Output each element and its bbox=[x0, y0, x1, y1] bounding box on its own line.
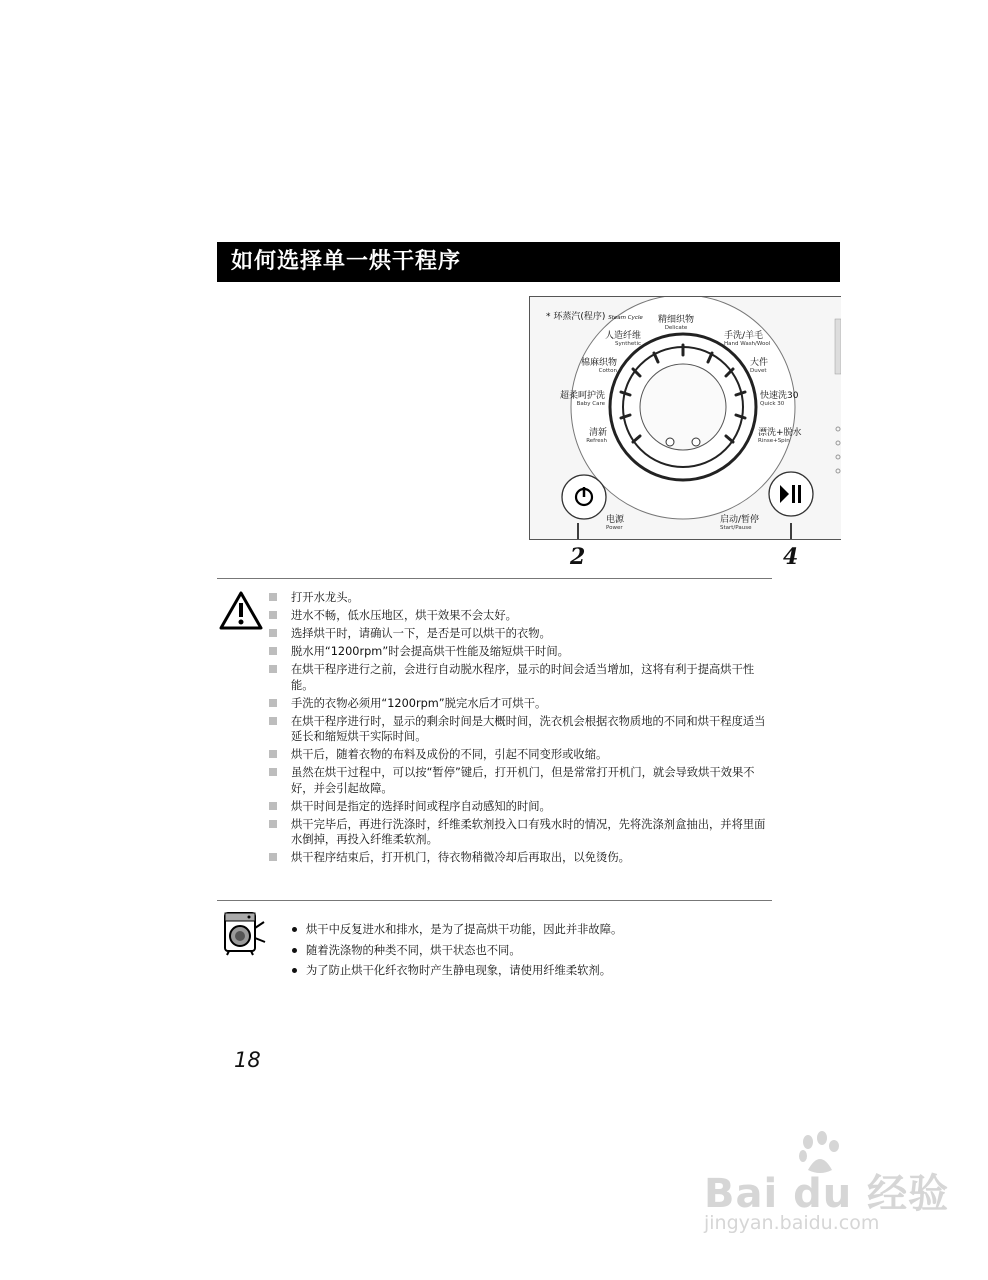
caution-item bbox=[269, 608, 774, 624]
program-duvet[interactable]: 大件 Duvet bbox=[750, 358, 769, 374]
power-button-label: 电源 Power bbox=[606, 515, 625, 531]
bullet-square-icon bbox=[269, 750, 277, 758]
caution-list bbox=[269, 590, 774, 868]
caution-item bbox=[269, 626, 774, 642]
caution-item bbox=[269, 850, 774, 866]
caution-item bbox=[269, 714, 774, 745]
section-title-bar bbox=[217, 242, 840, 282]
bullet-square-icon bbox=[269, 647, 277, 655]
caution-item bbox=[269, 817, 774, 848]
steam-cycle-label: * 环蒸汽(程序) Steam Cycle bbox=[546, 312, 643, 322]
bullet-square-icon bbox=[269, 593, 277, 601]
program-baby-care[interactable]: 超柔呵护洗 Baby Care bbox=[559, 391, 605, 407]
caution-text: 打开水龙头。 bbox=[291, 591, 359, 604]
control-panel-illustration bbox=[529, 296, 841, 540]
caution-item bbox=[269, 765, 774, 796]
bullet-dot-icon bbox=[292, 968, 297, 973]
program-synthetic[interactable]: 人造纤维 Synthetic bbox=[604, 331, 641, 347]
caution-bottom-divider bbox=[217, 900, 772, 901]
caution-item bbox=[269, 662, 774, 693]
caution-text: 选择烘干时，请确认一下，是否是可以烘干的衣物。 bbox=[291, 627, 551, 640]
bullet-square-icon bbox=[269, 665, 277, 673]
caution-text: 烘干完毕后，再进行洗涤时，纤维柔软剂投入口有残水时的情况，先将洗涤剂盒抽出，并将里面水倒掉，再投入纤维柔软剂。 bbox=[291, 817, 766, 846]
warning-icon bbox=[219, 591, 263, 631]
washing-machine-mascot-icon bbox=[219, 908, 269, 956]
watermark-logo: Bai du 经验 bbox=[704, 1171, 950, 1217]
program-cotton[interactable]: 棉麻织物 Cotton bbox=[580, 358, 617, 374]
caution-item bbox=[269, 696, 774, 712]
program-hand-wash-wool[interactable]: 手洗/羊毛 Hand Wash/Wool bbox=[724, 331, 771, 347]
caution-text: 烘干程序结束后，打开机门，待衣物稍微冷却后再取出，以免烫伤。 bbox=[291, 851, 630, 864]
tip-item bbox=[290, 943, 740, 959]
program-quick-30[interactable]: 快速洗30 Quick 30 bbox=[760, 391, 799, 407]
tip-text: 烘干中反复进水和排水，是为了提高烘干功能，因此并非故障。 bbox=[306, 923, 623, 936]
caution-text: 在烘干程序进行时，显示的剩余时间是大概时间，洗衣机会根据衣物质地的不同和烘干程度适当延长和缩短烘干实际时间。 bbox=[291, 714, 766, 743]
caution-text: 进水不畅，低水压地区，烘干效果不会太好。 bbox=[291, 609, 517, 622]
caution-text: 虽然在烘干过程中，可以按“暂停”键后，打开机门，但是常常打开机门，就会导致烘干效果不好，并会引起故障。 bbox=[291, 766, 755, 795]
caution-item bbox=[269, 747, 774, 763]
program-delicate[interactable]: 精细织物 Delicate bbox=[658, 315, 695, 331]
bullet-square-icon bbox=[269, 853, 277, 861]
bullet-square-icon bbox=[269, 611, 277, 619]
bullet-square-icon bbox=[269, 802, 277, 810]
caution-text: 烘干时间是指定的选择时间或程序自动感知的时间。 bbox=[291, 799, 551, 813]
callout-start-pause: 4 bbox=[783, 544, 799, 570]
section-title: 如何选择单一烘干程序 bbox=[231, 249, 462, 274]
caution-item bbox=[269, 799, 774, 815]
start-pause-button-label: 启动/暂停 Start/Pause bbox=[720, 515, 760, 531]
tip-item bbox=[290, 922, 740, 938]
bullet-square-icon bbox=[269, 820, 277, 828]
caution-top-divider bbox=[217, 578, 772, 579]
tip-text: 随着洗涤物的种类不同，烘干状态也不同。 bbox=[306, 943, 521, 957]
callout-power: 2 bbox=[570, 544, 586, 570]
tip-item bbox=[290, 963, 740, 979]
tip-text: 为了防止烘干化纤衣物时产生静电现象，请使用纤维柔软剂。 bbox=[306, 964, 612, 977]
bullet-dot-icon bbox=[292, 948, 297, 953]
bullet-square-icon bbox=[269, 768, 277, 776]
watermark-url: jingyan.baidu.com bbox=[704, 1212, 880, 1234]
caution-text: 在烘干程序进行之前，会进行自动脱水程序，显示的时间会适当增加，这将有利于提高烘干性能。 bbox=[291, 663, 755, 692]
bullet-dot-icon bbox=[292, 927, 297, 932]
caution-text: 烘干后，随着衣物的布料及成份的不同，引起不同变形或收缩。 bbox=[291, 748, 608, 761]
bullet-square-icon bbox=[269, 629, 277, 637]
program-refresh[interactable]: 清新 Refresh bbox=[586, 428, 607, 444]
caution-text: 脱水用“1200rpm”时会提高烘干性能及缩短烘干时间。 bbox=[291, 645, 569, 658]
bullet-square-icon bbox=[269, 699, 277, 707]
caution-item bbox=[269, 644, 774, 660]
caution-item bbox=[269, 590, 774, 606]
program-rinse-spin[interactable]: 漂洗+脱水 Rinse+Spin bbox=[758, 428, 802, 444]
bullet-square-icon bbox=[269, 717, 277, 725]
caution-text: 手洗的衣物必须用“1200rpm”脱完水后才可烘干。 bbox=[291, 696, 547, 710]
tips-list bbox=[290, 922, 740, 984]
program-dial-icon bbox=[530, 297, 841, 539]
page-number: 18 bbox=[234, 1048, 261, 1072]
